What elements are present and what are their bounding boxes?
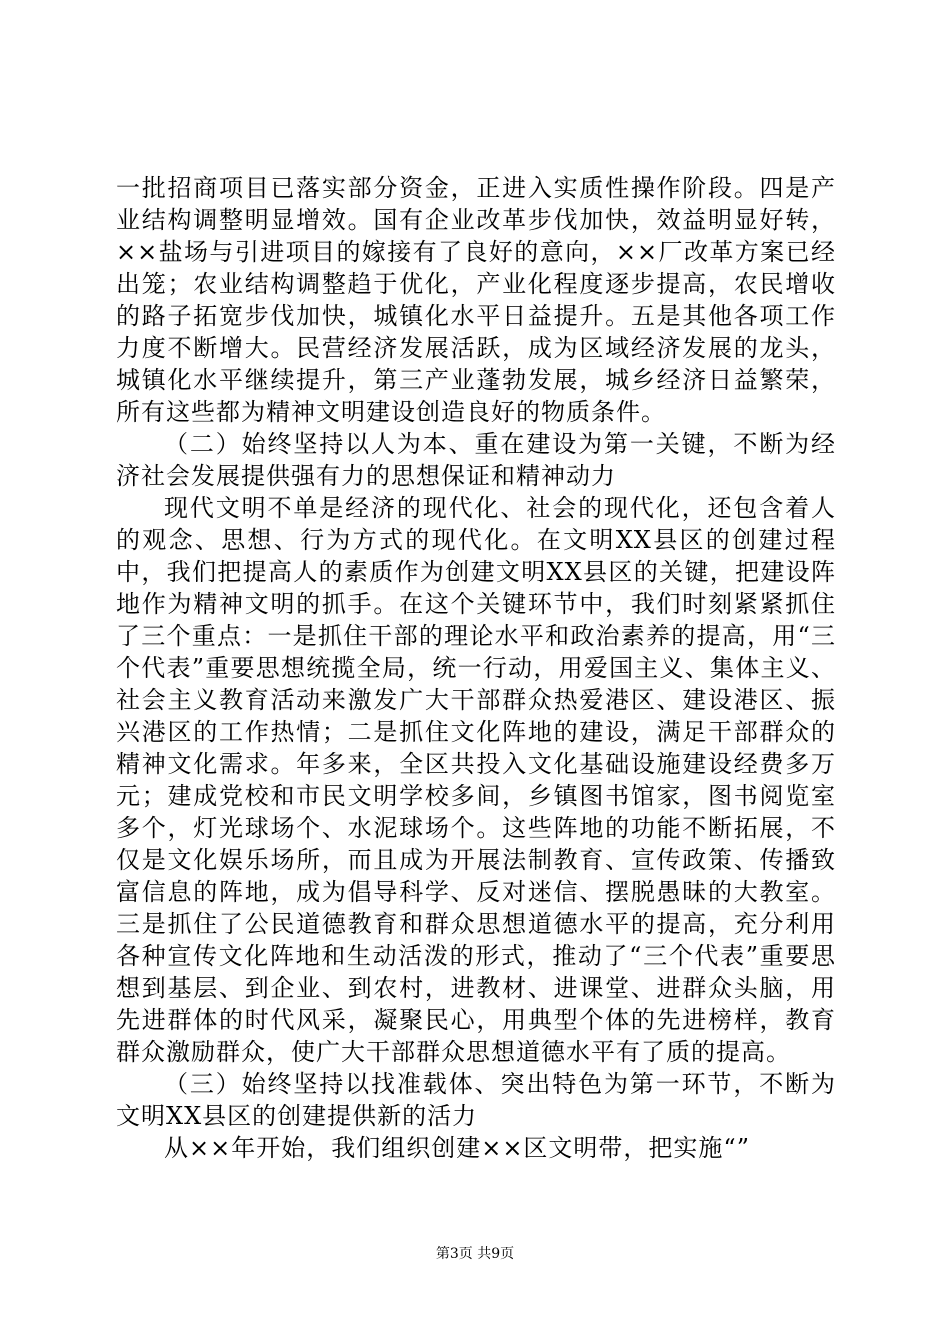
- page-number-footer: 第3页 共9页: [435, 1246, 515, 1262]
- paragraph-modern-civilization: 现代文明不单是经济的现代化、社会的现代化，还包含着人的观念、思想、行为方式的现代化。在文明XX县区的创建过程中，我们把提高人的素质作为创建文明XX县区的关键，把建设阵地作为精神文明的抓手。在这个关键环节中，我们时刻紧紧抓住了三个重点：一是抓住干部的理论水平和政治素养的提高，用“三个代表”重要思想统揽全局，统一行动，用爱国主义、集体主义、社会主义教育活动来激发广大干部群众热爱港区、建设港区、振兴港区的工作热情；二是抓住文化阵地的建设，满足干部群众的精神文化需求。年多来，全区共投入文化基础设施建设经费多万元；建成党校和市民文明学校多间，乡镇图书馆家，图书阅览室多个，灯光球场个、水泥球场个。这些阵地的功能不断拓展，不仅是文化娱乐场所，而且成为开展法制教育、宣传政策、传播致富信息的阵地，成为倡导科学、反对迷信、摆脱愚昧的大教室。三是抓住了公民道德教育和群众思想道德水平的提高，充分利用各种宣传文化阵地和生动活泼的形式，推动了“三个代表”重要思想到基层、到企业、到农村，进教材、进课堂、进群众头脑，用先进群体的时代风采，凝聚民心，用典型个体的先进榜样，教育群众激励群众，使广大干部群众思想道德水平有了质的提高。: [116, 494, 836, 1066]
- section-heading-three: （三）始终坚持以找准载体、突出特色为第一环节，不断为文明XX县区的创建提供新的活力: [116, 1070, 836, 1130]
- paragraph-continuation: 一批招商项目已落实部分资金，正进入实质性操作阶段。四是产业结构调整明显增效。国有企业改革步伐加快，效益明显好转，××盐场与引进项目的嫁接有了良好的意向，××厂改革方案已经出笼；农业结构调整趋于优化，产业化程度逐步提高，农民增收的路子拓宽步伐加快，城镇化水平日益提升。五是其他各项工作力度不断增大。民营经济发展活跃，成为区域经济发展的龙头，城镇化水平继续提升，第三产业蓬勃发展，城乡经济日益繁荣，所有这些都为精神文明建设创造良好的物质条件。: [116, 174, 836, 426]
- section-heading-two: （二）始终坚持以人为本、重在建设为第一关键，不断为经济社会发展提供强有力的思想保证和精神动力: [116, 430, 836, 490]
- paragraph-civilization-belt: 从××年开始，我们组织创建××区文明带，把实施“”: [164, 1134, 750, 1162]
- body-text: [116, 172, 836, 1164]
